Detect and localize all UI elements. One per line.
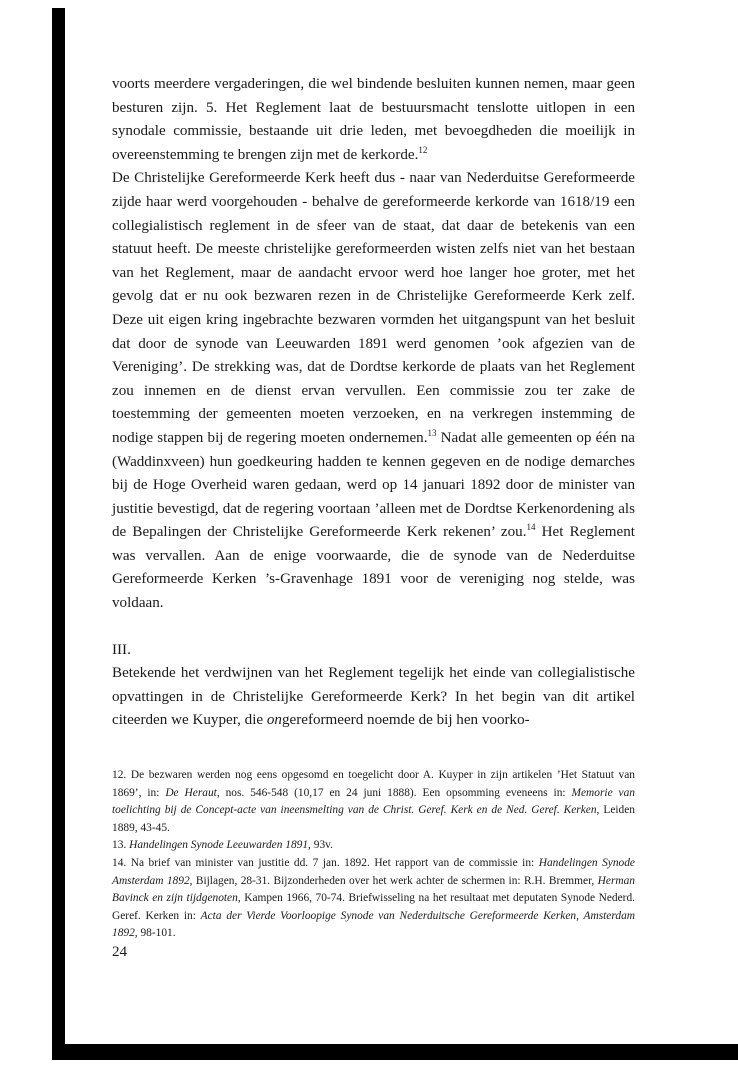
section-heading: III. (112, 641, 131, 658)
paragraph-2: De Christelijke Gereformeerde Kerk heeft dus - naar van Nederduitse Gereformeerde zijde haar werd voorgehouden - behalve de gereformeerde kerkorde van 1618/19 een collegialistisch reglement in de sfeer van de staat, dat daar de betekenis van een statuut heeft. De meeste christelijke gereformeerden wisten zelfs niet van het bestaan van het Reglement, maar de aandacht ervoor werd hoe langer hoe groter, met het gevolg dat er nu ook bezwaren rezen in de Christelijke Gereformeerde Kerk zelf. Deze uit eigen kring ingebrachte bezwaren vormden het uitgangspunt van het besluit dat door de synode van Leeuwarden 1891 werd genomen ’ook afgezien van de Vereniging’. De strekking was, dat de Dordtse kerkorde de plaats van het Reglement zou innemen en de dienst ervan vervullen. Een commissie zou ter zake de toestemming der gemeenten moeten verzoeken, en na verkregen instemming de nodige stappen bij de regering moeten ondernemen.$^{13}$ Nadat alle gemeenten op één na (Waddinxveen) hun goedkeuring hadden te kennen gegeven en de nodige demarches bij de Hoge Overheid waren gedaan, werd op 14 januari 1892 door de minister van justitie bevestigd, dat de regering voortaan ’alleen met de Dordtse Kerkenordening als de Bepalingen der Christelijke Gereformeerde Kerk rekenen’ zou.$^{14}$ Het Reglement was vervallen. Aan de enige voorwaarde, die de synode van de Nederduitse Gereformeerde Kerken ’s-Gravenhage 1891 voor de vereniging nog stelde, was voldaan. (112, 170, 635, 612)
page-content (112, 73, 635, 943)
footnote-ref-14[interactable]: 14 (526, 522, 536, 533)
body-text (112, 73, 635, 733)
footnote-12: 12. De bezwaren werden nog eens opgesomd en toegelicht door A. Kuyper in zijn artikelen ’Het Statuut van 1869’, in: De Heraut, nos. 546-548 (10,17 en 24 juni 1888). Een opsomming eveneens in: Memorie van toelichting bij de Concept-acte van ineensmelting van de Christ. Geref. Kerk en de Ned. Geref. Kerken, Leiden 1889, 43-45. (112, 769, 635, 834)
footnote-13: 13. Handelingen Synode Leeuwarden 1891, 93v. (112, 839, 333, 852)
paragraph-3: Betekende het verdwijnen van het Reglement tegelijk het einde van collegialistische opvattingen in de Christelijke Gereformeerde Kerk? In het begin van dit artikel citeerden we Kuyper, die ongereformeerd noemde de bij hen voorko- (112, 665, 635, 729)
scan-border-bottom (52, 1044, 738, 1060)
footnote-ref-13[interactable]: 13 (427, 427, 437, 438)
footnotes (112, 767, 635, 943)
page-number: 24 (112, 944, 128, 960)
footnote-14: 14. Na brief van minister van justitie dd. 7 jan. 1892. Het rapport van de commissie in: Handelingen Synode Amsterdam 1892, Bijlagen, 28-31. Bijzonderheden over het werk achter de schermen in: R.H. Bremmer, Herman Bavinck en zijn tijdgenoten, Kampen 1966, 70-74. Briefwisseling na het resultaat met deputaten Synode Nederd. Geref. Kerken in: Acta der Vierde Voorloopige Synode van Nederduitsche Gereformeerde Kerken, Amsterdam 1892, 98-101. (112, 857, 636, 940)
paragraph-1: voorts meerdere vergaderingen, die wel bindende besluiten kunnen nemen, maar geen besturen zijn. 5. Het Reglement laat de bestuursmacht tenslotte uitlopen in een synodale commissie, bestaande uit drie leden, met bevoegdheden die moeilijk in overeenstemming te brengen zijn met de kerkorde.$^{12}$ (112, 76, 635, 163)
scan-border-left (52, 8, 65, 1060)
footnote-ref-12[interactable]: 12 (418, 144, 428, 155)
